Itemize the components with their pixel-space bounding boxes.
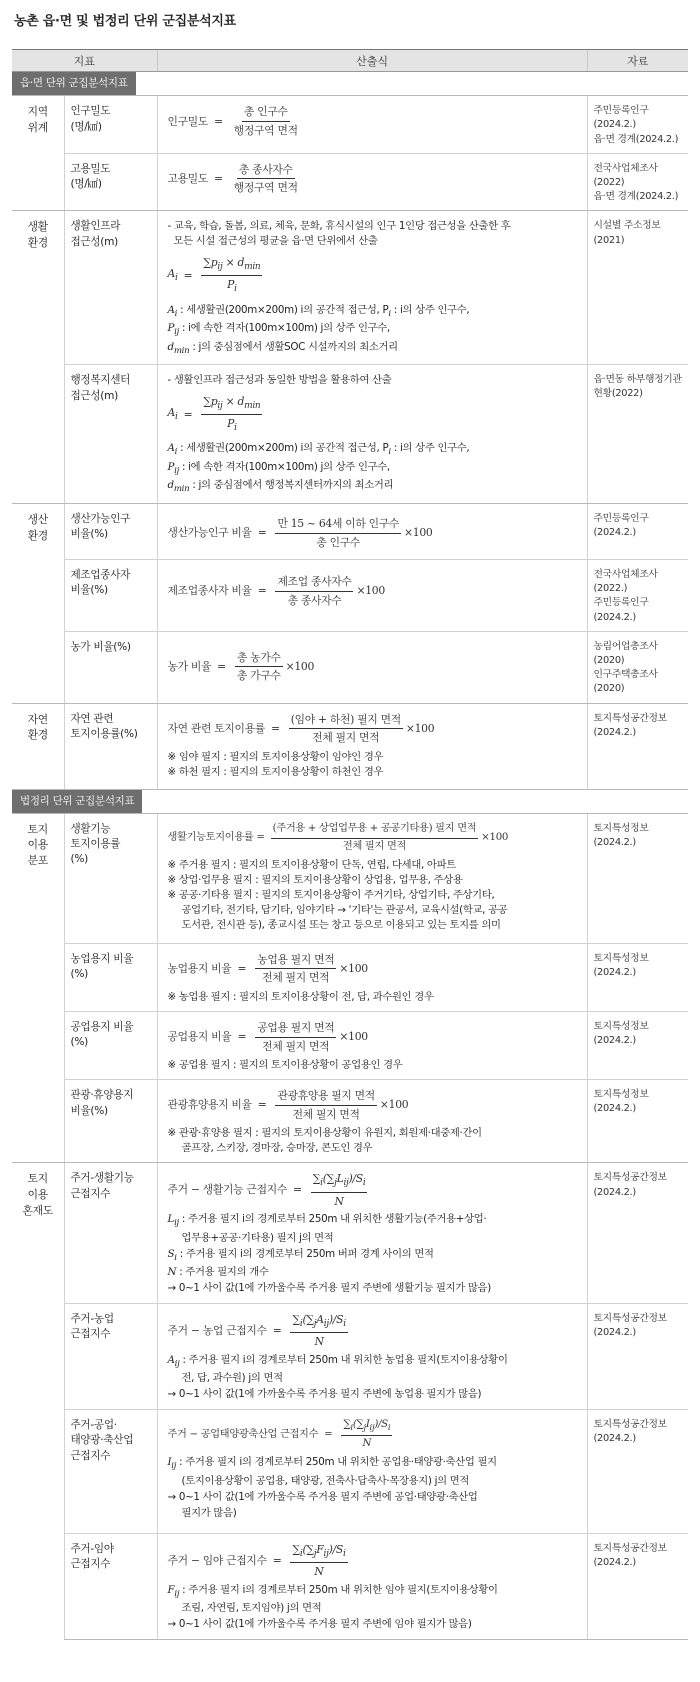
formula-cell <box>157 1303 587 1409</box>
formula-cell <box>157 365 587 504</box>
indicator-name: 주거-생활기능 근접지수 <box>64 1163 157 1304</box>
indicator-table <box>12 49 688 1640</box>
indicator-name: 관광·휴양용지 비율(%) <box>64 1080 157 1163</box>
source-cell: 토지특성정보(2024.2.) <box>587 813 688 943</box>
source-cell: 토지특성공간정보 (2024.2.) <box>587 1163 688 1304</box>
indicator-name: 공업용지 비율 (%) <box>64 1011 157 1079</box>
table-row <box>12 1534 688 1640</box>
fraction: $\frac{\sum p_{ij} \times d_{min}}{P_i}$ <box>203 256 261 295</box>
fraction: $\frac{\text{(임야 + 하천) 필지 면적}}{\text{전체 필지 면적}}$ <box>290 712 401 745</box>
fraction: $\frac{\text{관광휴양용 필지 면적}}{\text{전체 필지 면적}}$ <box>277 1089 375 1121</box>
indicator-name: 고용밀도 (명/㎢) <box>64 153 157 211</box>
source-cell: 토지특성정보(2024.2.) <box>587 1011 688 1079</box>
formula: 생활기능토지이용률 = $\frac{\text{(주거용 + 상업업무용 + 공공기타용) 필지 면적}}{\text{전체 필지 면적}}$ ×100 <box>168 822 581 855</box>
note: ※ 주거용 필지 : 필지의 토지이용상황이 단독, 연립, 다세대, 아파트 <box>167 859 456 872</box>
formula: 인구밀도 = $\frac{\text{총 인구수}}{\text{행정구역 면적}}$ <box>167 105 298 137</box>
indicator-name: 행정복지센터 접근성(m) <box>64 365 157 504</box>
section-row <box>12 789 688 813</box>
indicator-name: 생활인프라 접근성(m) <box>64 211 157 365</box>
formula: 공업용지 비율 = $\frac{\text{공업용 필지 면적}}{\text{전체 필지 면적}}$ ×100 <box>167 1020 368 1053</box>
table-row <box>12 1011 688 1079</box>
formula-cell <box>157 703 587 789</box>
variable-definitions: $I_{ij}$ : 주거용 필지 i의 경계로부터 250m 내 위치한 공업용·태양광·축산업 필지 (토지이용상황이 공업용, 태양광, 전축사·답축사·목장용지) j의 면적 → 0~1 사이 값(1에 가까울수록 주거용 필지 주변에 공업·태양광·축산업 필지가 많음) <box>167 1456 497 1519</box>
fraction: $\frac{\text{총 종사자수}}{\text{행정구역 면적}}$ <box>233 162 298 195</box>
formula-intro: - 생활인프라 접근성과 동일한 방법을 활용하여 산출 <box>167 374 392 387</box>
formula: 주거 − 공업태양광축산업 근접지수 = $\frac{\sum_i(\sum_jI_{ij})/S_i}{N}$ <box>168 1418 581 1452</box>
fraction: $\frac{\text{공업용 필지 면적}}{\text{전체 필지 면적}}$ <box>257 1020 335 1053</box>
table-row <box>12 153 688 211</box>
indicator-name: 생산가능인구 비율(%) <box>64 503 157 559</box>
fraction: $\frac{\sum_i(\sum_jL_{ij})/S_i}{N}$ <box>312 1172 366 1208</box>
note: ※ 관광·휴양용 필지 : 필지의 토지이용상황이 유원지, 회원제·대중제·간이 <box>167 1127 482 1140</box>
table-row <box>12 631 688 703</box>
note: ※ 하천 필지 : 필지의 토지이용상황이 하천인 경우 <box>167 765 384 778</box>
table-row <box>12 1410 688 1534</box>
source-cell: 농림어업총조사(2020) 인구주택총조사(2020) <box>587 631 688 703</box>
formula-cell <box>157 503 587 559</box>
formula-cell <box>157 211 587 365</box>
category-cell: 지역 위계 <box>12 96 64 211</box>
note: ※ 농업용 필지 : 필지의 토지이용상황이 전, 답, 과수원인 경우 <box>167 991 434 1004</box>
formula-cell <box>157 559 587 631</box>
table-row <box>12 703 688 789</box>
section-row <box>12 72 688 96</box>
variable-definitions: $L_{ij}$ : 주거용 필지 i의 경계로부터 250m 내 위치한 생활기능(주거용+상업· 업무용+공공·기타용) 필지 j의 면적 $S_i$ : 주거용 필지 i의 경계로부터 250m 버퍼 경계 사이의 면적 N : 주거용 필지의 개수 → 0~1 사이 값(1에 가까울수록 주거용 필지 주변에 생활기능 필지가 많음) <box>167 1213 491 1294</box>
table-header <box>12 50 688 72</box>
table-row <box>12 559 688 631</box>
category-cell: 생산 환경 <box>12 503 64 703</box>
variable-definitions: $A_i$ : 세생활권(200m×200m) i의 공간적 접근성, $P_i$ : i의 상주 인구수, $P_{ij}$ : i에 속한 격자(100m×100m) j의 상주 인구수, $d_{min}$ : j의 중심점에서 생활SOC 시설까지의 최소거리 <box>167 303 470 356</box>
source-cell: 토지특성공간정보 (2024.2.) <box>587 1534 688 1640</box>
source-cell: 토지특성공간정보 (2024.2.) <box>587 703 688 789</box>
indicator-name: 생활기능 토지이용률 (%) <box>64 813 157 943</box>
fraction: $\frac{\text{총 인구수}}{\text{행정구역 면적}}$ <box>233 105 298 137</box>
formula-cell <box>157 1410 587 1534</box>
variable-definitions: $A_{ij}$ : 주거용 필지 i의 경계로부터 250m 내 위치한 농업용 필지(토지이용상황이 전, 답, 과수원) j의 면적 → 0~1 사이 값(1에 가까울수록 주거용 필지 주변에 농업용 필지가 많음) <box>167 1353 508 1401</box>
formula: 주거 − 임야 근접지수 = $\frac{\sum_i(\sum_jF_{ij})/S_i}{N}$ <box>167 1543 346 1579</box>
fraction: $\frac{\sum_i(\sum_jA_{ij})/S_i}{N}$ <box>292 1312 346 1349</box>
fraction: $\frac{\sum_i(\sum_jI_{ij})/S_i}{N}$ <box>343 1419 391 1450</box>
source-cell: 토지특성공간정보 (2024.2.) <box>587 1410 688 1534</box>
source-cell: 전국사업체조사(2022.) 주민등록인구(2024.2.) <box>587 559 688 631</box>
formula: 제조업종사자 비율 = $\frac{\text{제조업 종사자수}}{\text{총 종사자수}}$ ×100 <box>167 574 385 607</box>
fraction: $\frac{\text{농업용 필지 면적}}{\text{전체 필지 면적}}$ <box>257 952 335 985</box>
source-cell: 토지특성정보(2024.2.) <box>587 1080 688 1163</box>
source-cell: 주민등록인구(2024.2.) <box>587 503 688 559</box>
section-label: 읍·면 단위 군집분석지표 <box>12 72 136 95</box>
indicator-name: 주거-임야 근접지수 <box>64 1534 157 1640</box>
formula-cell <box>157 1011 587 1079</box>
formula: 농가 비율 = $\frac{\text{총 농가수}}{\text{총 가구수}}$ ×100 <box>167 650 315 683</box>
category-cell: 토지 이용 혼재도 <box>22 1172 53 1217</box>
formula: $A_i$ = $\frac{\sum p_{ij} \times d_{min}}{P_i}$ <box>168 394 581 435</box>
table-row <box>12 1080 688 1163</box>
note: 도서관, 전시관 등), 종교시설 또는 창고 등으로 이용되고 있는 토지를 의미 <box>181 919 501 932</box>
formula: 관광휴양용지 비율 = $\frac{\text{관광휴양용 필지 면적}}{\text{전체 필지 면적}}$ ×100 <box>167 1089 409 1121</box>
formula-cell <box>157 153 587 211</box>
table-row <box>12 365 688 504</box>
formula-cell <box>157 1080 587 1163</box>
note: 골프장, 스키장, 경마장, 승마장, 콘도인 경우 <box>181 1142 373 1155</box>
formula-cell <box>157 1534 587 1640</box>
category-cell: 토지 이용 분포 <box>12 813 64 1163</box>
note: ※ 공업용 필지 : 필지의 토지이용상황이 공업용인 경우 <box>167 1059 403 1072</box>
indicator-name: 주거-농업 근접지수 <box>64 1303 157 1409</box>
indicator-name: 농가 비율(%) <box>64 631 157 703</box>
formula-cell <box>157 96 587 154</box>
source-cell: 읍·면동 하부행정기관 현황(2022) <box>587 365 688 504</box>
formula-cell <box>157 943 587 1011</box>
formula: 생산가능인구 비율 = $\frac{\text{만 15 \textasciitilde{} 64세 이하 인구수}}{\text{총 인구수}}$ ×100 <box>167 516 433 549</box>
formula: 주거 − 생활기능 근접지수 = $\frac{\sum_i(\sum_jL_{ij})/S_i}{N}$ <box>167 1172 366 1208</box>
section-label: 법정리 단위 군집분석지표 <box>12 790 142 813</box>
fraction: $\frac{\sum p_{ij} \times d_{min}}{P_i}$ <box>203 395 261 434</box>
note: ※ 임야 필지 : 필지의 토지이용상황이 임야인 경우 <box>167 750 384 763</box>
table-row <box>12 503 688 559</box>
header-indicator: 지표 <box>12 50 157 72</box>
note: ※ 공공·기타용 필지 : 필지의 토지이용상황이 주거기타, 상업기타, 주상기타, <box>167 889 495 902</box>
table-row <box>12 813 688 943</box>
document-title: 농촌 읍·면 및 법정리 단위 군집분석지표 <box>14 14 236 29</box>
formula-cell <box>157 813 587 943</box>
formula: 농업용지 비율 = $\frac{\text{농업용 필지 면적}}{\text{전체 필지 면적}}$ ×100 <box>167 952 368 985</box>
note: ※ 상업·업무용 필지 : 필지의 토지이용상황이 상업용, 업무용, 주상용 <box>167 874 463 887</box>
source-cell: 전국사업체조사(2022) 읍·면 경계(2024.2.) <box>587 153 688 211</box>
fraction: $\frac{\text{제조업 종사자수}}{\text{총 종사자수}}$ <box>277 574 352 607</box>
formula-cell <box>157 1163 587 1304</box>
indicator-name: 주거-공업· 태양광·축산업 근접지수 <box>64 1410 157 1534</box>
source-cell: 시설별 주소정보(2021) <box>587 211 688 365</box>
formula: 자연 관련 토지이용률 = $\frac{\text{(임야 + 하천) 필지 면적}}{\text{전체 필지 면적}}$ ×100 <box>167 712 435 745</box>
indicator-name: 농업용지 비율 (%) <box>64 943 157 1011</box>
source-cell: 토지특성공간정보 (2024.2.) <box>587 1303 688 1409</box>
fraction: $\frac{\text{(주거용 + 상업업무용 + 공공기타용) 필지 면적}}{\text{전체 필지 면적}}$ <box>272 822 477 852</box>
note: 공업기타, 전기타, 답기타, 임야기타 → '기타'는 관공서, 교육시설(학교, 공공 <box>181 904 508 917</box>
formula: $A_i$ = $\frac{\sum p_{ij} \times d_{min}}{P_i}$ <box>168 255 581 296</box>
fraction: $\frac{\sum_i(\sum_jF_{ij})/S_i}{N}$ <box>292 1543 346 1579</box>
formula: 고용밀도 = $\frac{\text{총 종사자수}}{\text{행정구역 면적}}$ <box>167 162 298 195</box>
table-row <box>12 211 688 365</box>
header-formula: 산출식 <box>157 50 587 72</box>
variable-definitions: $F_{ij}$ : 주거용 필지 i의 경계로부터 250m 내 위치한 임야 필지(토지이용상황이 조림, 자연림, 토지임야) j의 면적 → 0~1 사이 값(1에 가까울수록 주거용 필지 주변에 임야 필지가 많음) <box>167 1583 498 1631</box>
source-cell: 토지특성정보(2024.2.) <box>587 943 688 1011</box>
table-row <box>12 96 688 154</box>
formula: 주거 − 농업 근접지수 = $\frac{\sum_i(\sum_jA_{ij})/S_i}{N}$ <box>167 1312 346 1349</box>
source-cell: 주민등록인구(2024.2.) 읍·면 경계(2024.2.) <box>587 96 688 154</box>
formula-cell <box>157 631 587 703</box>
indicator-name: 인구밀도 (명/㎢) <box>64 96 157 154</box>
fraction: $\frac{\text{만 15 \textasciitilde{} 64세 이하 인구수}}{\text{총 인구수}}$ <box>277 516 400 549</box>
header-source: 자료 <box>587 50 688 72</box>
table-row <box>12 943 688 1011</box>
indicator-name: 자연 관련 토지이용률(%) <box>64 703 157 789</box>
formula-intro: - 교육, 학습, 돌봄, 의료, 체육, 문화, 휴식시설의 인구 1인당 접근성을 산출한 후 모든 시설 접근성의 평균을 읍·면 단위에서 산출 <box>167 220 511 248</box>
table-row <box>12 1303 688 1409</box>
variable-definitions: $A_i$ : 세생활권(200m×200m) i의 공간적 접근성, $P_i$ : i의 상주 인구수, $P_{ij}$ : i에 속한 격자(100m×100m) j의 상주 인구수, $d_{min}$ : j의 중심점에서 행정복지센터까지의 최소거리 <box>167 442 470 495</box>
fraction: $\frac{\text{총 농가수}}{\text{총 가구수}}$ <box>236 650 281 683</box>
table-row <box>12 1163 688 1304</box>
indicator-name: 제조업종사자 비율(%) <box>64 559 157 631</box>
category-cell: 생활 환경 <box>12 211 64 503</box>
category-cell: 자연 환경 <box>12 703 64 789</box>
